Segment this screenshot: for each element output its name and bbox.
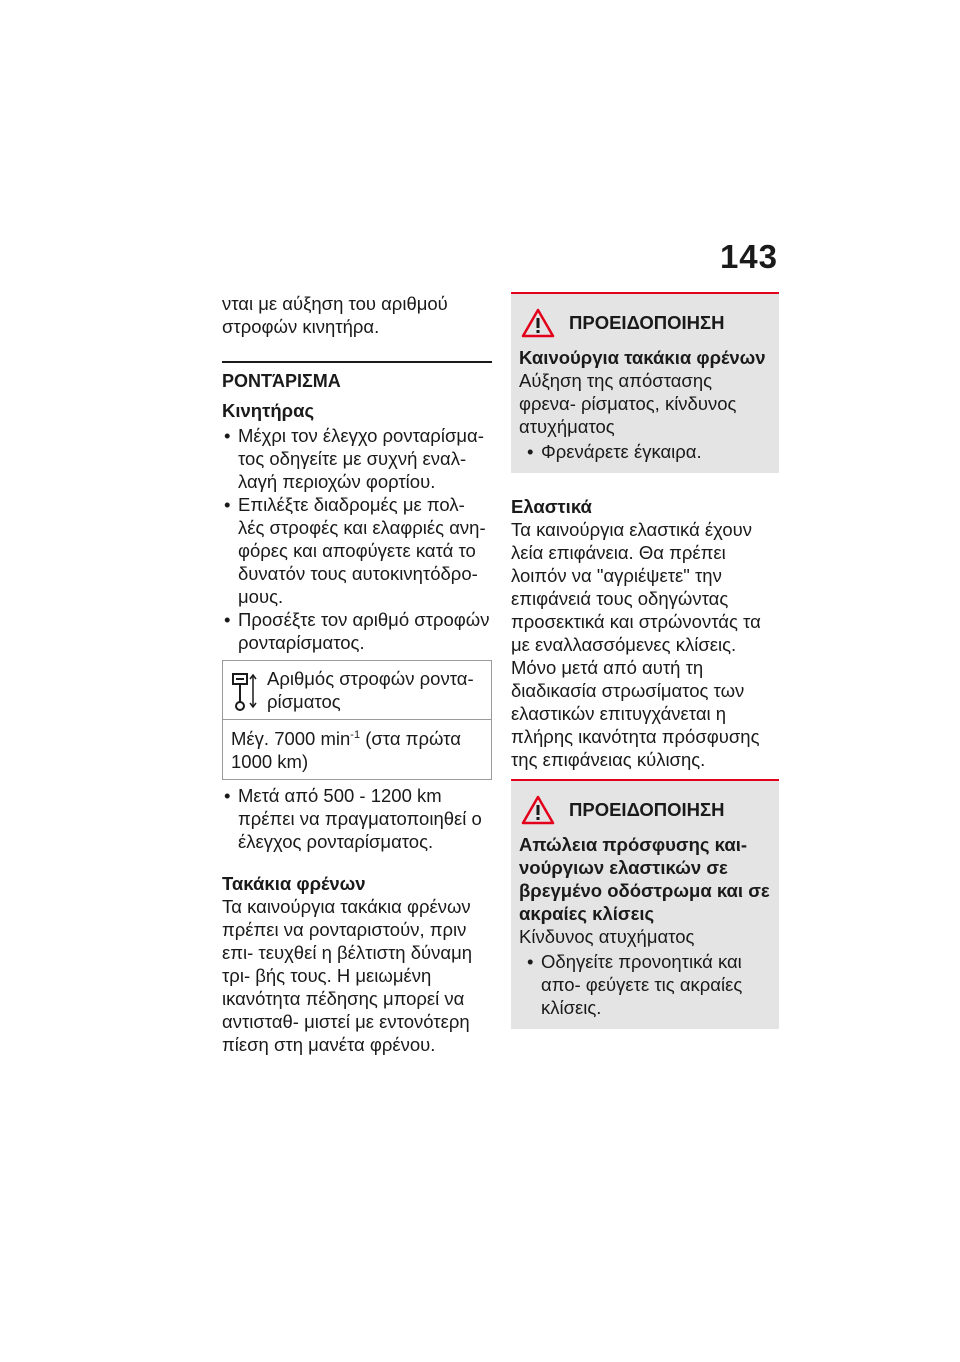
warning-header [519, 308, 771, 338]
brakes-title: Τακάκια φρένων [222, 873, 366, 895]
warning-label: ΠΡΟΕΙΔΟΠΟΙΗΣΗ [569, 312, 725, 333]
warning-label: ΠΡΟΕΙΔΟΠΟΙΗΣΗ [569, 799, 725, 820]
warning-triangle-icon [521, 795, 555, 825]
warning-bullets [519, 950, 771, 1019]
brakes-text: Τα καινούργια τακάκια φρένων πρέπει να ρονταριστούν, πριν επι- τευχθεί η βέλτιστη δύναμη τρι- βής τους. Η μειωμένη ικανότητα πέδησης μπορεί να αντισταθ- μιστεί με εντονότερη πίεση στη μανέτα φρένου. [222, 896, 473, 1056]
warning-box-tires [511, 779, 779, 1029]
tires-text: Τα καινούργια ελαστικά έχουν λεία επιφάνεια. Θα πρέπει λοιπόν να "αγριέψετε" την επιφάνειά τους οδηγώντας προσεκτικά και στρώνοντάς τα με εναλλασσόμενες κλίσεις. Μόνο μετά από αυτή τη διαδικασία στρωσίματος των ελαστικών επιτυγχάνεται η πλήρης ικανότητα πρόσφυσης της επιφάνειας κύλισης. [511, 519, 761, 770]
warning-header [519, 795, 771, 825]
spec-value-prefix: Μέγ. 7000 min [231, 728, 351, 750]
right-column [511, 292, 779, 1029]
section-title: ΡΟΝΤΆΡΙΣΜΑ [222, 361, 492, 393]
warning-box-brakes [511, 292, 779, 473]
spec-value-exponent: -1 [350, 729, 361, 741]
warning-title: Καινούργια τακάκια φρένων [519, 347, 766, 368]
engine-bullets [222, 424, 492, 654]
spec-box [222, 660, 492, 780]
warning-bullets [519, 440, 771, 463]
page-number: 143 [719, 238, 778, 275]
engine-title: Κινητήρας [222, 400, 315, 421]
bullet-item: • Προσέξτε τον αριθμό στροφών ρονταρίσματος. [222, 608, 492, 654]
spec-value [223, 720, 491, 779]
intro-line: νται με αύξηση του αριθμού [222, 293, 448, 314]
warning-title: Απώλεια πρόσφυσης και- νούργιων ελαστικών σε βρεγμένο οδόστρωμα και σε ακραίες κλίσεις [519, 834, 770, 924]
spec-header [223, 661, 491, 720]
tires-title: Ελαστικά [511, 496, 592, 517]
warning-body: Κίνδυνος ατυχήματος [519, 926, 695, 947]
bullet-item: • Οδηγείτε προνοητικά και απο- φεύγετε τις ακραίες κλίσεις. [519, 950, 771, 1019]
spec-value-suffix: (στα πρώτα 1000 km) [231, 728, 461, 773]
bullet-item: • Επιλέξτε διαδρομές με πολ- λές στροφές και ελαφριές ανη- φόρες και αποφύγετε κατά το δυνατόν τους αυτοκινητόδρο- μους. [222, 493, 492, 608]
warning-body: Αύξηση της απόστασης φρενα- ρίσματος, κίνδυνος ατυχήματος [519, 370, 737, 437]
bullet-item: • Μέχρι τον έλεγχο ρονταρίσμα- τος οδηγείτε με συχνή εναλ- λαγή περιοχών φορτίου. [222, 424, 492, 493]
bullet-item: • Φρενάρετε έγκαιρα. [519, 440, 771, 463]
after-bullets [222, 784, 492, 853]
warning-triangle-icon [521, 308, 555, 338]
left-column [222, 292, 492, 1056]
bullet-item: • Μετά από 500 - 1200 km πρέπει να πραγματοποιηθεί ο έλεγχος ρονταρίσματος. [222, 784, 492, 853]
engine-rpm-icon [231, 671, 259, 713]
spec-label: Αριθμός στροφών ροντα- ρίσματος [267, 668, 474, 712]
intro-line: στροφών κινητήρα. [222, 316, 380, 337]
